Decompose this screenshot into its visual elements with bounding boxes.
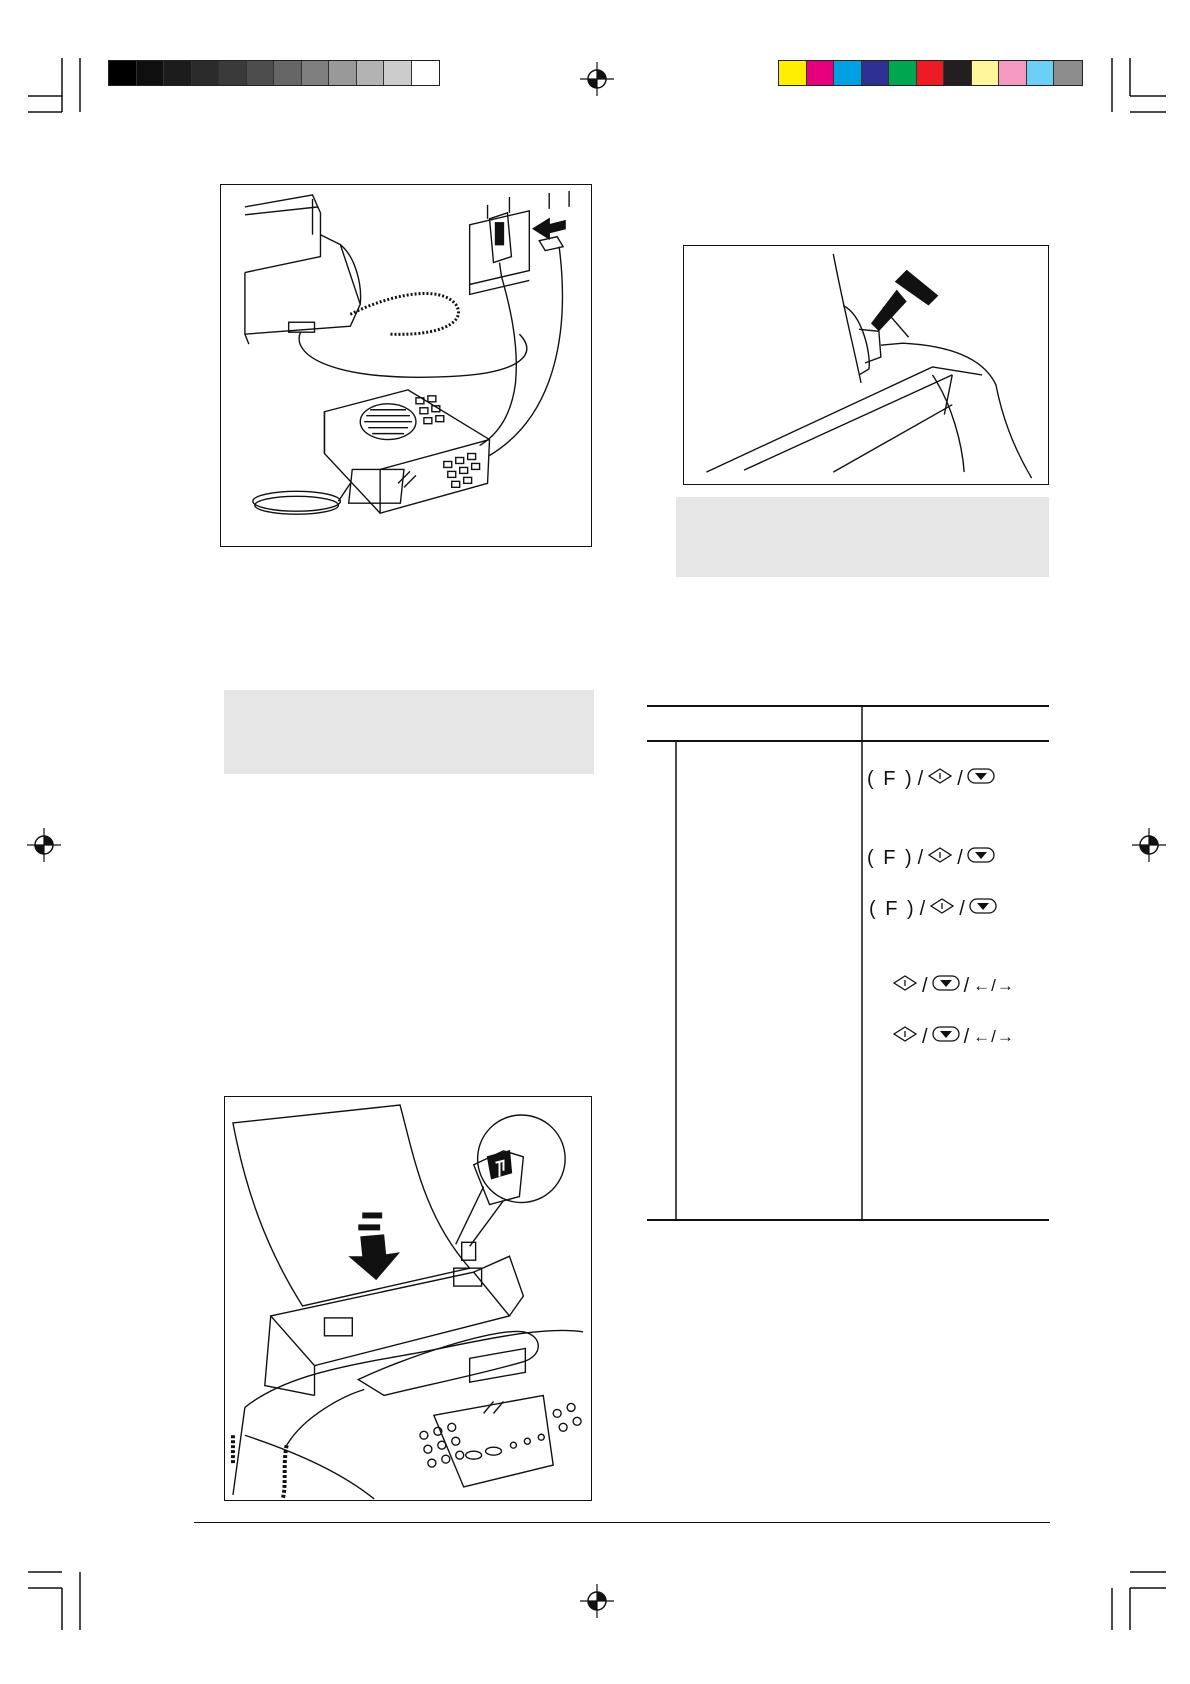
color-swatch [972, 61, 1000, 85]
color-swatch [834, 61, 862, 85]
color-swatch [917, 61, 945, 85]
left-right-arrows: ←/→ [973, 976, 1015, 995]
grayscale-swatch [384, 61, 412, 85]
grayscale-swatch [329, 61, 357, 85]
down-arrow-key-icon [932, 974, 960, 998]
registration-mark-bottom [580, 1584, 614, 1618]
down-arrow-key-icon [967, 767, 995, 791]
f-key-label: ( F ) [869, 897, 916, 920]
key-sequence-row [892, 1025, 1015, 1049]
color-swatch [999, 61, 1027, 85]
color-swatch [779, 61, 807, 85]
color-swatch [862, 61, 890, 85]
figure-telephone-line-connection [220, 184, 592, 547]
color-swatch [944, 61, 972, 85]
diamond-key-icon [927, 846, 953, 870]
grayscale-swatch [109, 61, 137, 85]
grayscale-swatch [302, 61, 330, 85]
note-box-top-right [676, 497, 1049, 577]
separator: / [917, 767, 924, 790]
diamond-key-icon [929, 897, 955, 921]
diamond-key-icon [892, 974, 918, 998]
grayscale-swatch [219, 61, 247, 85]
separator: / [959, 897, 965, 920]
down-arrow-key-icon [967, 846, 995, 870]
registration-mark-right [1132, 828, 1166, 862]
grayscale-swatch [164, 61, 192, 85]
grayscale-swatch [137, 61, 165, 85]
diamond-key-icon [927, 767, 953, 791]
note-box-left [224, 690, 594, 774]
f-key-label: ( F ) [867, 846, 914, 869]
color-swatch [807, 61, 835, 85]
grayscale-calibration-bar [108, 60, 440, 86]
color-calibration-bar [778, 60, 1083, 86]
figure-paper-support-detail [683, 245, 1049, 485]
key-sequence-row [867, 767, 995, 791]
separator: / [963, 1025, 970, 1048]
separator: / [957, 846, 963, 869]
grayscale-swatch [192, 61, 220, 85]
figure-paper-loading [224, 1096, 592, 1501]
grayscale-swatch [247, 61, 275, 85]
registration-mark-top [580, 62, 614, 96]
down-arrow-key-icon [932, 1025, 960, 1049]
color-swatch [1054, 61, 1082, 85]
color-swatch [1027, 61, 1055, 85]
settings-table [647, 705, 1049, 1221]
separator: / [919, 897, 926, 920]
key-sequence-row [867, 846, 995, 870]
registration-mark-left [27, 828, 61, 862]
left-right-arrows: ←/→ [973, 1027, 1015, 1046]
key-sequence-row [892, 974, 1015, 998]
key-sequence-row [869, 897, 997, 921]
grayscale-swatch [274, 61, 302, 85]
grayscale-swatch [357, 61, 385, 85]
separator: / [963, 974, 970, 997]
separator: / [922, 1025, 928, 1048]
footer-rule [194, 1522, 1050, 1523]
color-swatch [889, 61, 917, 85]
grayscale-swatch [412, 61, 440, 85]
diamond-key-icon [892, 1025, 918, 1049]
separator: / [917, 846, 924, 869]
separator: / [957, 767, 963, 790]
separator: / [922, 974, 928, 997]
f-key-label: ( F ) [867, 767, 914, 790]
down-arrow-key-icon [969, 897, 997, 921]
